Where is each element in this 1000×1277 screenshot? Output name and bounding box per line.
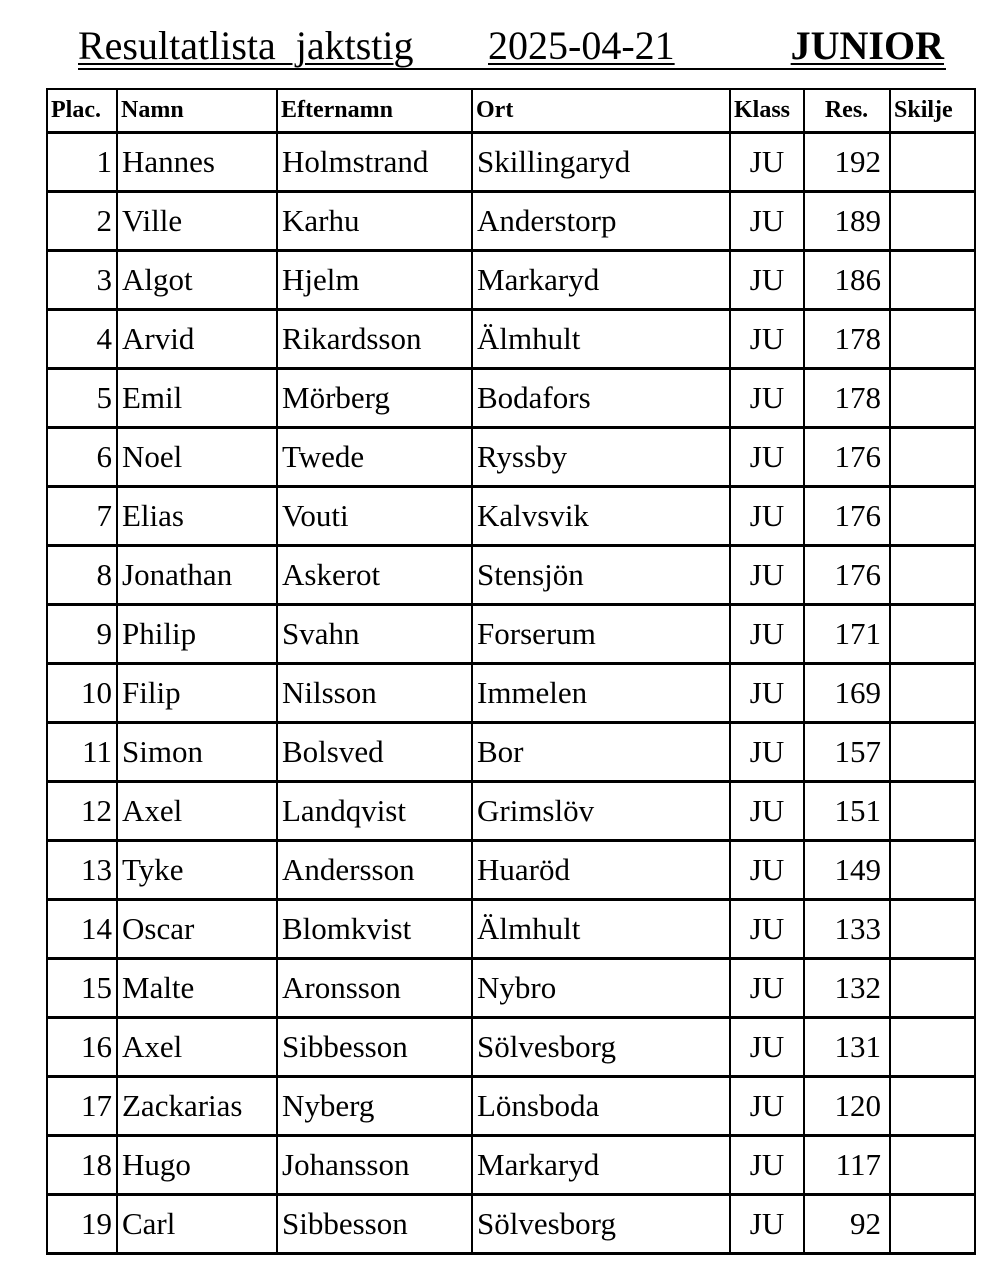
cell-skilje [890,664,975,723]
cell-skilje [890,723,975,782]
column-header-namn: Namn [117,89,277,133]
cell-klass: JU [730,841,804,900]
table-row [47,487,975,546]
results-table [46,88,976,1255]
cell-res: 178 [804,369,890,428]
cell-klass: JU [730,310,804,369]
cell-skilje [890,1136,975,1195]
cell-namn: Hugo [117,1136,277,1195]
cell-efternamn: Askerot [277,546,472,605]
table-row [47,310,975,369]
cell-skilje [890,546,975,605]
cell-efternamn: Sibbesson [277,1195,472,1254]
cell-namn: Elias [117,487,277,546]
cell-efternamn: Blomkvist [277,900,472,959]
column-header-res: Res. [804,89,890,133]
cell-plac: 11 [47,723,117,782]
cell-res: 189 [804,192,890,251]
cell-klass: JU [730,428,804,487]
cell-namn: Emil [117,369,277,428]
cell-namn: Ville [117,192,277,251]
cell-efternamn: Svahn [277,605,472,664]
table-row [47,900,975,959]
cell-res: 169 [804,664,890,723]
table-row [47,1018,975,1077]
cell-efternamn: Holmstrand [277,133,472,192]
cell-res: 131 [804,1018,890,1077]
cell-plac: 19 [47,1195,117,1254]
cell-ort: Lönsboda [472,1077,730,1136]
table-header-row [47,89,975,133]
table-row [47,133,975,192]
cell-skilje [890,959,975,1018]
column-header-klass: Klass [730,89,804,133]
table-row [47,782,975,841]
cell-namn: Axel [117,1018,277,1077]
cell-namn: Filip [117,664,277,723]
cell-klass: JU [730,605,804,664]
cell-efternamn: Nilsson [277,664,472,723]
cell-ort: Sölvesborg [472,1018,730,1077]
cell-klass: JU [730,546,804,605]
cell-plac: 5 [47,369,117,428]
cell-efternamn: Nyberg [277,1077,472,1136]
cell-namn: Arvid [117,310,277,369]
cell-namn: Hannes [117,133,277,192]
cell-skilje [890,251,975,310]
cell-namn: Simon [117,723,277,782]
title-class-label: JUNIOR [790,23,944,68]
cell-plac: 6 [47,428,117,487]
cell-ort: Älmhult [472,900,730,959]
cell-plac: 10 [47,664,117,723]
cell-klass: JU [730,723,804,782]
cell-klass: JU [730,487,804,546]
table-row [47,841,975,900]
cell-skilje [890,192,975,251]
cell-res: 117 [804,1136,890,1195]
title-date: 2025-04-21 [488,23,675,68]
cell-skilje [890,841,975,900]
cell-efternamn: Mörberg [277,369,472,428]
cell-res: 171 [804,605,890,664]
title-text: Resultatlista jaktstig [78,23,414,68]
cell-res: 176 [804,487,890,546]
table-row [47,192,975,251]
cell-res: 176 [804,546,890,605]
title-underline [78,68,946,70]
cell-namn: Axel [117,782,277,841]
cell-efternamn: Karhu [277,192,472,251]
cell-ort: Bodafors [472,369,730,428]
cell-namn: Algot [117,251,277,310]
table-row [47,1136,975,1195]
cell-plac: 17 [47,1077,117,1136]
cell-res: 192 [804,133,890,192]
cell-res: 151 [804,782,890,841]
cell-ort: Ryssby [472,428,730,487]
cell-ort: Kalvsvik [472,487,730,546]
document-title [78,22,946,70]
cell-klass: JU [730,1018,804,1077]
table-row [47,1195,975,1254]
cell-ort: Markaryd [472,1136,730,1195]
table-row [47,251,975,310]
cell-ort: Immelen [472,664,730,723]
cell-efternamn: Johansson [277,1136,472,1195]
cell-ort: Älmhult [472,310,730,369]
cell-plac: 16 [47,1018,117,1077]
cell-res: 92 [804,1195,890,1254]
cell-klass: JU [730,900,804,959]
cell-efternamn: Vouti [277,487,472,546]
cell-plac: 3 [47,251,117,310]
column-header-efternamn: Efternamn [277,89,472,133]
cell-ort: Nybro [472,959,730,1018]
cell-plac: 14 [47,900,117,959]
cell-plac: 15 [47,959,117,1018]
cell-res: 176 [804,428,890,487]
cell-ort: Anderstorp [472,192,730,251]
cell-efternamn: Bolsved [277,723,472,782]
cell-res: 149 [804,841,890,900]
cell-skilje [890,1018,975,1077]
cell-klass: JU [730,1136,804,1195]
cell-res: 186 [804,251,890,310]
cell-klass: JU [730,782,804,841]
cell-skilje [890,310,975,369]
cell-skilje [890,133,975,192]
table-row [47,723,975,782]
cell-efternamn: Landqvist [277,782,472,841]
cell-skilje [890,605,975,664]
column-header-plac: Plac. [47,89,117,133]
table-row [47,428,975,487]
cell-klass: JU [730,1195,804,1254]
table-row [47,1077,975,1136]
cell-efternamn: Sibbesson [277,1018,472,1077]
column-header-skilje: Skilje [890,89,975,133]
cell-res: 157 [804,723,890,782]
cell-klass: JU [730,133,804,192]
cell-plac: 8 [47,546,117,605]
cell-ort: Forserum [472,605,730,664]
cell-skilje [890,1195,975,1254]
cell-klass: JU [730,369,804,428]
cell-plac: 2 [47,192,117,251]
cell-ort: Markaryd [472,251,730,310]
cell-ort: Huaröd [472,841,730,900]
cell-plac: 1 [47,133,117,192]
cell-res: 120 [804,1077,890,1136]
cell-plac: 9 [47,605,117,664]
cell-namn: Noel [117,428,277,487]
cell-klass: JU [730,192,804,251]
table-row [47,369,975,428]
cell-skilje [890,782,975,841]
cell-efternamn: Aronsson [277,959,472,1018]
cell-namn: Jonathan [117,546,277,605]
cell-res: 133 [804,900,890,959]
cell-res: 132 [804,959,890,1018]
cell-plac: 13 [47,841,117,900]
cell-plac: 18 [47,1136,117,1195]
cell-klass: JU [730,1077,804,1136]
cell-skilje [890,1077,975,1136]
cell-efternamn: Rikardsson [277,310,472,369]
cell-namn: Oscar [117,900,277,959]
cell-namn: Zackarias [117,1077,277,1136]
cell-skilje [890,369,975,428]
cell-ort: Bor [472,723,730,782]
cell-efternamn: Hjelm [277,251,472,310]
cell-namn: Carl [117,1195,277,1254]
cell-klass: JU [730,959,804,1018]
cell-ort: Stensjön [472,546,730,605]
cell-klass: JU [730,251,804,310]
cell-ort: Grimslöv [472,782,730,841]
cell-plac: 12 [47,782,117,841]
table-row [47,605,975,664]
cell-plac: 7 [47,487,117,546]
table-row [47,959,975,1018]
table-row [47,664,975,723]
cell-skilje [890,900,975,959]
table-body [47,133,975,1254]
cell-ort: Sölvesborg [472,1195,730,1254]
cell-klass: JU [730,664,804,723]
cell-skilje [890,428,975,487]
table-row [47,546,975,605]
column-header-ort: Ort [472,89,730,133]
cell-plac: 4 [47,310,117,369]
cell-ort: Skillingaryd [472,133,730,192]
cell-efternamn: Andersson [277,841,472,900]
cell-namn: Malte [117,959,277,1018]
cell-res: 178 [804,310,890,369]
cell-namn: Tyke [117,841,277,900]
cell-efternamn: Twede [277,428,472,487]
cell-skilje [890,487,975,546]
cell-namn: Philip [117,605,277,664]
